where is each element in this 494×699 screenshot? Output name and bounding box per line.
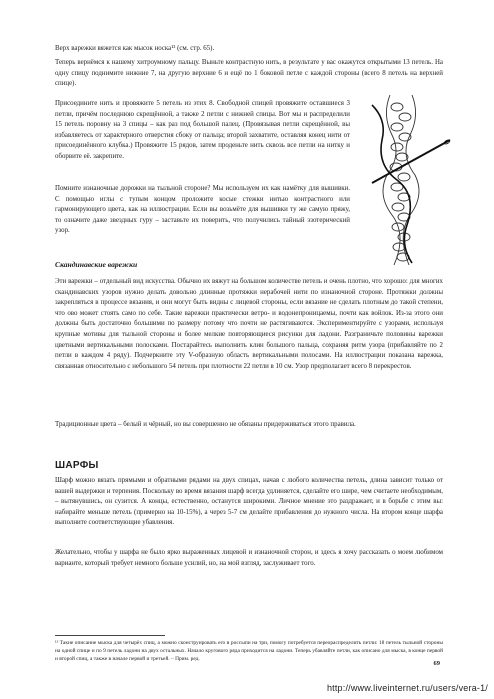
- mitten-embroidery-illustration: [352, 95, 452, 265]
- paragraph-scarves: Шарф можно вязать прямыми и обратными рядами на двух спицах, начав с любого количества петель, длина зависит только от вашей выдержки и терпения. Поскольку во время вязания шарф всегда удлиняется, сделайте его шире, чем считаете необходимым, – вытянувшись, он сузится. А концы, естественно, останутся широкими. Личное мнение это раздражает, и в борьбе с этим вы: набирайте меньше петель (примерно на 10-15%), а через 5-7 см делайте прибавления до нужного числа. На втором конце шарфа выполните соответствующие убавления.: [55, 477, 443, 527]
- paragraph-embroidery: Помните изнаночные дорожки на тыльной стороне? Мы используем их как намётку для вышивки. С помощью иглы с тупым концом проложите косые стежки нитью контрастного или гармонирующего цвета, как на иллюстрации. Если вы возьмёте для вышивки ту же самую пряжу, то означите даже звездных гуру – заставьте их поверить, что получились тайный эзотерический узор.: [55, 185, 350, 235]
- footnote: ¹³ Такие описание мыска для четырёх спиц, а можно сконструировать его в россыпи на три, помогу потребуется переораспределить петли: 18 петель тыльной стороны на одной спице и по 9 петель ладони на двух остальных. Начало кругового ряда приходится на ладони. Теперь убавляйте петли, как описано для мыска, в конце первой и второй спиц, а также в начале первой и третьей. – Прим. ред.: [55, 640, 443, 662]
- paragraph-traditional-colors: Традиционные цвета – белый и чёрный, но вы совершенно не обязаны придерживаться этого правила.: [55, 421, 356, 428]
- page-number: 69: [433, 660, 440, 667]
- section-heading-scarves: ШАРФЫ: [55, 460, 99, 471]
- section-subheading-scandinavian: Скандинавские варежки: [55, 260, 138, 269]
- paragraph-thumb-stitches: Теперь вернёмся к нашему хитроумному пальцу. Выньте контрастную нить, в результате у вас окажутся открытыми 13 петель. На одну спицу поднимите нижние 7, на другую верхние 6 и ещё по 1 боковой петле с каждой стороны (всего 8 петель на верхней спице).: [55, 59, 443, 88]
- paragraph-scarf-sides: Желательно, чтобы у шарфа не было ярко выраженных лицевой и изнаночной сторон, и здесь я хочу рассказать о моем любимом варианте, который требует немного больше усилий, но, на мой взгляд, заслуживает того.: [55, 549, 443, 567]
- footnote-divider: [55, 635, 165, 636]
- paragraph-scandinavian: Эти варежки – отдельный вид искусства. Обычно их вяжут на большом количестве петель и очень плотно, что хорошо: для многих скандинавских узоров нужно делать довольно длинные протяжки нерабочей нити по изнаночной стороне. Протяжки должны закрепляться в процессе вязания, и они могут быть видны с лицевой стороны, если вязание не сделать плотным до такой степени, что ово может стоять само по себе. Такие варежки практически ветро- и водонепроницаемы, почти как войлок. Из-за этого они должны быть достаточно большими по размеру потому что почти не растягиваются. Экспериментируйте с узорами, используя крупные мотивы для тыльной стороны и более мелкие повторяющиеся рисунки для ладони. Разграничьте половины варежки цветными вертикальными полосками. Постарайтесь выполнить клин большого пальца, сохраняя ритм узора (прибавляйте по 2 петли в каждом 4 ряду). Подчеркните эту V-образную область вертикальными полосами. На иллюстрации показана варежка, связанная относительно с небольшого 54 петель при плотности 22 петли в 10 см. Узор предполагает всего 8 перекрестов.: [55, 278, 443, 370]
- paragraph-thumb-top: Верх варежки вяжется как мысок носка¹³ (см. стр. 65).: [55, 45, 215, 52]
- watermark-url: http://www.liveinternet.ru/users/vera-1/: [326, 683, 488, 693]
- paragraph-thumb-knit: Присоедините нить и провяжите 5 петель из этих 8. Свободной спицей провяжите оставшиеся 3 петли, причём последнюю скрещённой, а также 2 петли с нижней спицы. Вот мы и распределили 15 петель поровну на 3 спицы – как раз под большой палец. (Провязывая петли скрещённой, вы избавляетесь от характерного отверстия сбоку от пальца; второй захватите, оставляя конец нити от присоединённого клубка.) Провяжите 15 рядов, затем проденьте нить сквозь все петли на нитку и оборвите её. закрепите.: [55, 100, 350, 160]
